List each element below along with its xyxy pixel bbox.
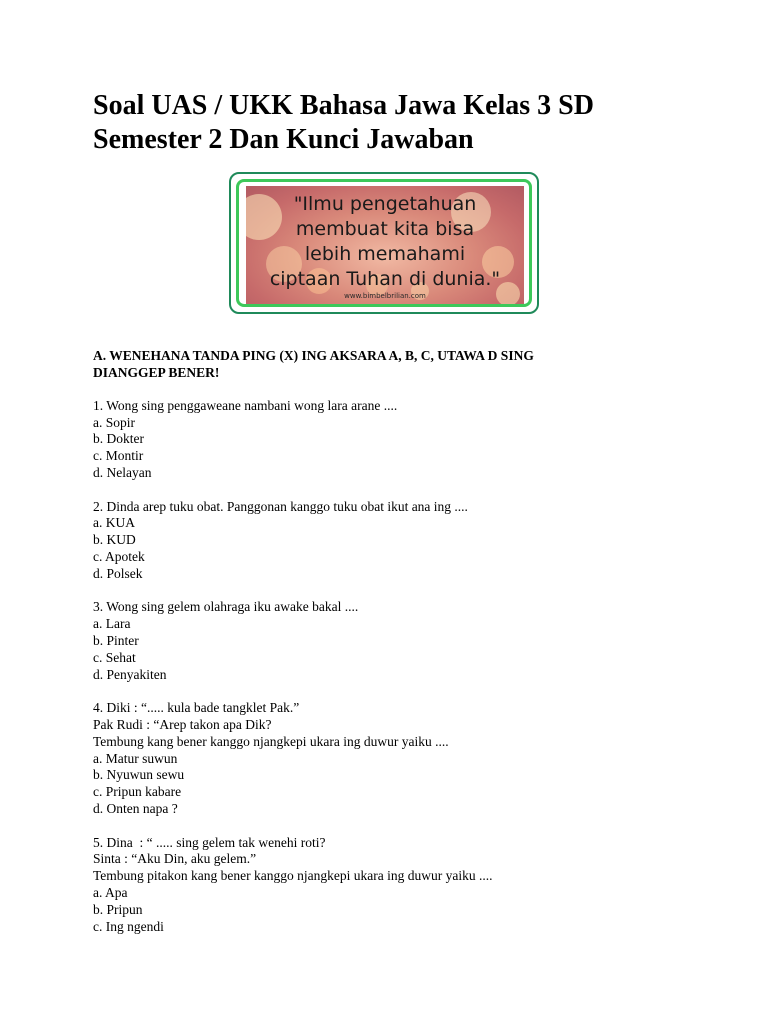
answer-option: d. Polsek bbox=[93, 565, 143, 581]
quote-line: "Ilmu pengetahuan bbox=[293, 193, 477, 215]
answer-option: c. Apotek bbox=[93, 548, 145, 564]
section-instruction bbox=[93, 347, 653, 381]
instruction-line: DIANGGEP BENER! bbox=[93, 365, 220, 380]
answer-option: b. Pinter bbox=[93, 632, 139, 648]
answer-option: a. KUA bbox=[93, 515, 135, 531]
question-text: Tembung pitakon kang bener kanggo njangkepi ukara ing duwur yaiku .... bbox=[93, 868, 493, 884]
answer-option: b. Pripun bbox=[93, 901, 143, 917]
question-text: Tembung kang bener kanggo njangkepi ukara ing duwur yaiku .... bbox=[93, 733, 449, 749]
question-item bbox=[93, 398, 653, 482]
answer-option: d. Nelayan bbox=[93, 464, 152, 480]
instruction-line: A. WENEHANA TANDA PING (X) ING AKSARA A, B, C, UTAWA D SING bbox=[93, 348, 534, 363]
quote-banner-image bbox=[246, 186, 524, 304]
document-title bbox=[93, 89, 733, 157]
question-text: Pak Rudi : “Arep takon apa Dik? bbox=[93, 716, 272, 732]
answer-option: b. KUD bbox=[93, 532, 136, 548]
answer-option: c. Montir bbox=[93, 448, 144, 464]
question-text: Sinta : “Aku Din, aku gelem.” bbox=[93, 851, 257, 867]
answer-option: d. Penyakiten bbox=[93, 666, 167, 682]
answer-option: b. Nyuwun sewu bbox=[93, 767, 185, 783]
answer-option: a. Lara bbox=[93, 616, 131, 632]
section-a bbox=[93, 347, 653, 952]
answer-option: a. Sopir bbox=[93, 414, 135, 430]
question-item bbox=[93, 499, 653, 583]
quote-text bbox=[246, 192, 524, 292]
quote-line: ciptaan Tuhan di dunia." bbox=[269, 268, 501, 290]
question-text: 4. Diki : “..... kula bade tangklet Pak.” bbox=[93, 700, 300, 716]
question-text: 2. Dinda arep tuku obat. Panggonan kanggo tuku obat ikut ana ing .... bbox=[93, 498, 468, 514]
answer-option: c. Sehat bbox=[93, 649, 136, 665]
question-text: 5. Dina : “ ..... sing gelem tak wenehi roti? bbox=[93, 834, 326, 850]
quote-banner bbox=[229, 172, 539, 314]
quote-line: membuat kita bisa bbox=[295, 218, 475, 240]
answer-option: d. Onten napa ? bbox=[93, 800, 178, 816]
question-item bbox=[93, 700, 653, 818]
answer-option: b. Dokter bbox=[93, 431, 144, 447]
banner-url: www.bimbelbrilian.com bbox=[344, 292, 426, 300]
question-item bbox=[93, 599, 653, 683]
title-line: Soal UAS / UKK Bahasa Jawa Kelas 3 SD bbox=[93, 90, 594, 121]
question-text: 1. Wong sing penggaweane nambani wong lara arane .... bbox=[93, 397, 398, 413]
answer-option: a. Matur suwun bbox=[93, 750, 178, 766]
answer-option: c. Ing ngendi bbox=[93, 918, 164, 934]
question-item bbox=[93, 835, 653, 936]
answer-option: c. Pripun kabare bbox=[93, 784, 182, 800]
answer-option: a. Apa bbox=[93, 884, 128, 900]
title-line: Semester 2 Dan Kunci Jawaban bbox=[93, 124, 474, 155]
quote-line: lebih memahami bbox=[304, 243, 466, 265]
question-text: 3. Wong sing gelem olahraga iku awake bakal .... bbox=[93, 599, 359, 615]
